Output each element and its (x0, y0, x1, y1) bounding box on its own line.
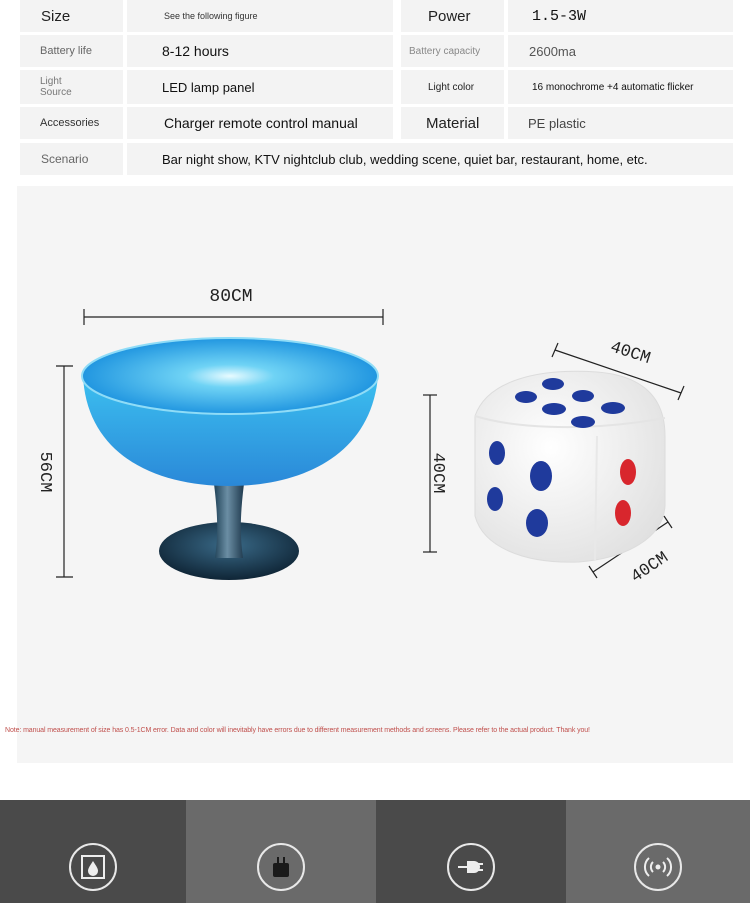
spec-power-value-cell (508, 0, 733, 32)
spec-accessories-value: Charger remote control manual (164, 115, 358, 131)
spec-power-label: Power (428, 7, 471, 25)
spec-material-value: PE plastic (528, 115, 586, 131)
spec-scenario-label-cell (20, 143, 123, 175)
spec-material-label: Material (426, 114, 480, 132)
table-width-label: 80CM (209, 287, 253, 307)
spec-battery-life-value: 8-12 hours (162, 43, 229, 59)
spec-scenario-value-cell (127, 143, 733, 175)
spec-battery-capacity-label-cell (401, 35, 504, 67)
spec-light-color-value-cell (508, 70, 733, 104)
spec-material-label-cell (401, 107, 504, 139)
spec-scenario-value: Bar night show, KTV nightclub club, wedding scene, quiet bar, restaurant, home, etc. (162, 151, 648, 167)
spec-light-source-label-cell (20, 70, 123, 104)
table-height-label: 56CM (35, 451, 54, 493)
feature-tile-waterproof (0, 800, 186, 903)
spec-scenario-label: Scenario (41, 152, 89, 166)
feature-tile-remote (566, 800, 750, 903)
spec-accessories-value-cell (127, 107, 393, 139)
cube-height-label: 40CM (428, 452, 447, 494)
waterproof-icon (69, 843, 117, 891)
led-dice-illustration (475, 371, 665, 562)
led-table-illustration (82, 338, 378, 580)
spec-table (0, 0, 750, 180)
plug-icon (447, 843, 495, 891)
dimension-illustration (17, 186, 733, 763)
spec-battery-life-value-cell (127, 35, 393, 67)
spec-size-label: Size (41, 7, 71, 25)
table-height-dimension (35, 366, 73, 577)
spec-power-label-cell (401, 0, 504, 32)
spec-size-value: See the following figure (164, 10, 258, 21)
measurement-note: Note: manual measurement of size has 0.5-1CM error. Data and color will inevitably have errors due to different measurement methods and screens. Please refer to the actual product. Thank you! (5, 727, 590, 734)
spec-power-value: 1.5-3W (532, 7, 587, 25)
cube-height-dimension (423, 395, 447, 552)
charger-icon (257, 843, 305, 891)
remote-signal-icon (634, 843, 682, 891)
spec-light-source-value-cell (127, 70, 393, 104)
spec-light-color-label: Light color (428, 81, 475, 93)
spec-battery-capacity-value-cell (508, 35, 733, 67)
cube-depth-label: 40CM (627, 548, 673, 588)
feature-bar (0, 800, 750, 903)
spec-battery-capacity-label: Battery capacity (409, 45, 481, 57)
spec-battery-life-label: Battery life (40, 45, 92, 57)
spec-material-value-cell (508, 107, 733, 139)
spec-size-label-cell (20, 0, 123, 32)
feature-tile-plug (376, 800, 566, 903)
spec-light-source-label: Light Source (40, 76, 72, 98)
spec-light-color-label-cell (401, 70, 504, 104)
feature-tile-charger (186, 800, 376, 903)
spec-light-color-value: 16 monochrome +4 automatic flicker (532, 81, 694, 93)
cube-width-label: 40CM (607, 338, 653, 370)
spec-battery-life-label-cell (20, 35, 123, 67)
spec-light-source-value: LED lamp panel (162, 79, 255, 95)
spec-size-value-cell (127, 0, 393, 32)
table-width-dimension (84, 287, 383, 325)
spec-battery-capacity-value: 2600ma (529, 43, 576, 59)
spec-accessories-label-cell (20, 107, 123, 139)
product-dimension-panel (17, 186, 733, 763)
spec-accessories-label: Accessories (40, 116, 100, 129)
